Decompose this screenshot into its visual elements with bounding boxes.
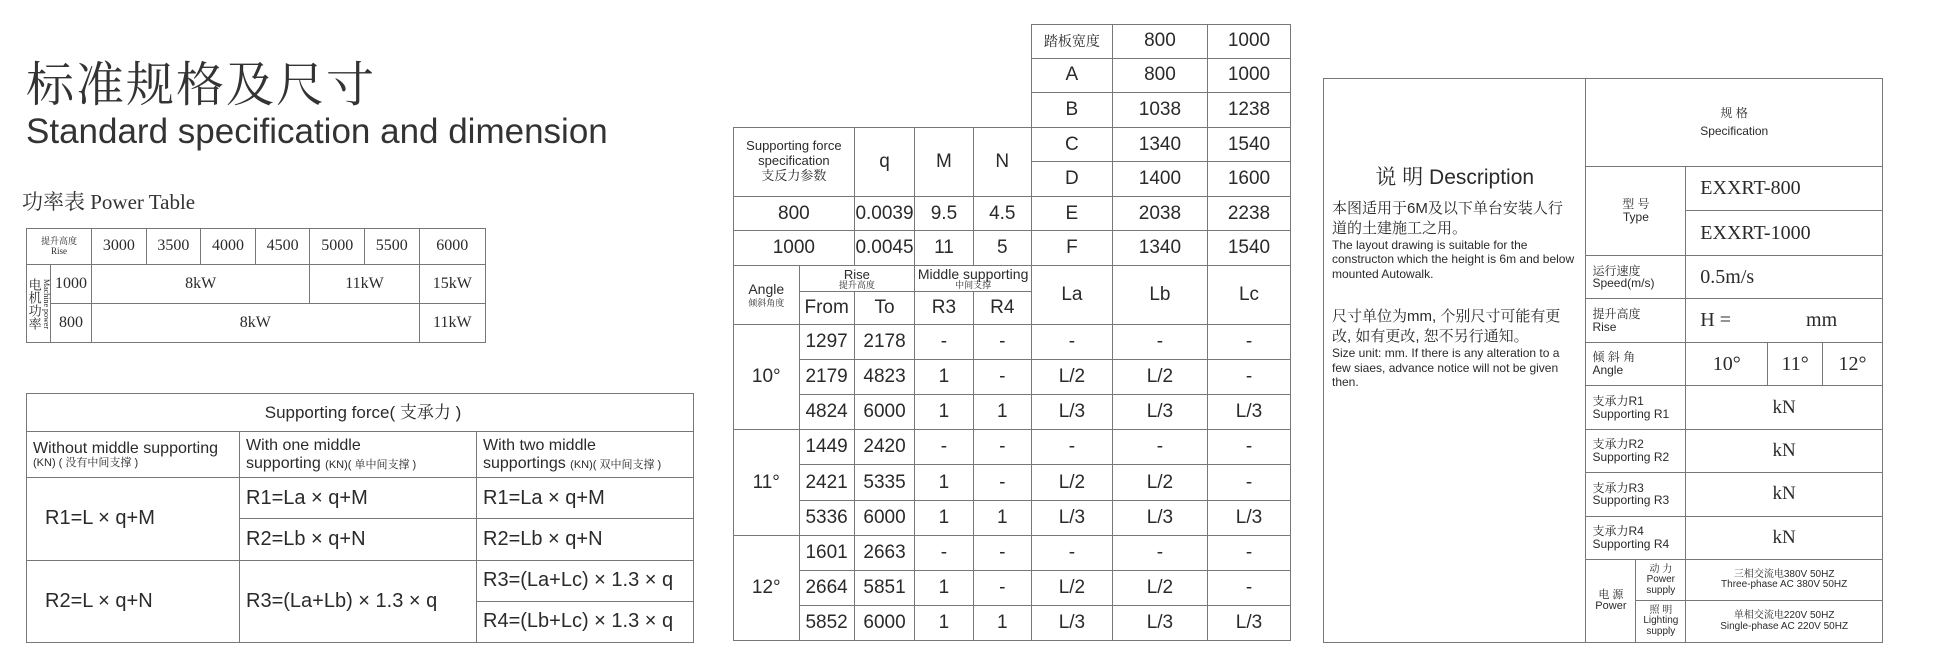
rise-label-en: Rise bbox=[51, 245, 68, 256]
n-header: N bbox=[973, 127, 1031, 196]
width-cell: 800 bbox=[51, 304, 92, 343]
power-value: 8kW bbox=[92, 304, 420, 343]
type-value: EXXRT-800 bbox=[1686, 166, 1883, 210]
lb-value: - bbox=[1112, 325, 1207, 360]
to-value: 4823 bbox=[854, 360, 915, 395]
angle-value: 10° bbox=[1686, 342, 1768, 385]
sf-m: 11 bbox=[915, 231, 973, 266]
power-value: 11kW bbox=[310, 265, 419, 304]
machine-power-label bbox=[27, 265, 51, 343]
la-value: L/2 bbox=[1031, 465, 1112, 500]
r4-value: 1 bbox=[973, 500, 1031, 535]
r3-value: - bbox=[915, 430, 973, 465]
middle-label: Middle supporting bbox=[917, 266, 1029, 283]
formula-two-r2: R2=Lb × q+N bbox=[477, 519, 694, 560]
dim-name: A bbox=[1031, 58, 1112, 93]
r1-label-en: Supporting R1 bbox=[1592, 406, 1670, 421]
lb-value: L/3 bbox=[1112, 500, 1207, 535]
la-value: L/2 bbox=[1031, 360, 1112, 395]
lb-value: L/3 bbox=[1112, 395, 1207, 430]
dim-value: 1340 bbox=[1112, 127, 1207, 162]
col3-label: With two middle bbox=[483, 437, 596, 455]
power-supply-value bbox=[1686, 560, 1883, 601]
supporting-r1-unit: kN bbox=[1686, 386, 1883, 429]
dim-name: B bbox=[1031, 93, 1112, 128]
dim-value: 1238 bbox=[1208, 93, 1291, 128]
rise-label: Rise bbox=[843, 266, 870, 282]
supporting-r2-label bbox=[1586, 429, 1686, 472]
lc-value: L/3 bbox=[1208, 605, 1291, 640]
lighting-value bbox=[1686, 601, 1883, 643]
machine-power-cn: 电机功率 bbox=[26, 277, 42, 330]
dim-value: 1400 bbox=[1112, 162, 1207, 197]
page-title-chinese: 标准规格及尺寸 bbox=[26, 57, 377, 113]
supporting-r4-unit: kN bbox=[1686, 516, 1883, 559]
dim-value: 2038 bbox=[1112, 196, 1207, 231]
spec-header bbox=[1586, 79, 1883, 167]
lb-value: - bbox=[1112, 430, 1207, 465]
angle-label bbox=[1586, 342, 1686, 385]
la-value: L/3 bbox=[1031, 395, 1112, 430]
la-value: L/3 bbox=[1031, 605, 1112, 640]
power-source-cn: 电 源 bbox=[1598, 588, 1624, 601]
angle-value: 11° bbox=[1768, 342, 1823, 385]
col1-sub: (KN) ( 没有中间支撑 ) bbox=[33, 457, 139, 470]
description-en-2: Size unit: mm. If there is any alteration to a few siaes, advance notice will not be given then. bbox=[1332, 346, 1560, 389]
sf-param-cn: 支反力参数 bbox=[761, 168, 827, 184]
lighting-value-cn: 单相交流电220V 50HZ bbox=[1733, 610, 1835, 622]
description-cn-2: 尺寸单位为mm, 个别尺寸可能有更改, 如有更改, 恕不另行通知。 bbox=[1332, 308, 1561, 345]
lc-value: - bbox=[1208, 535, 1291, 570]
dimension-table bbox=[733, 24, 1291, 641]
from-value: 4824 bbox=[799, 395, 854, 430]
power-value: 8kW bbox=[92, 265, 310, 304]
sf-width: 800 bbox=[734, 196, 855, 231]
sf-param-en1: Supporting force bbox=[746, 138, 842, 154]
power-value: 15kW bbox=[419, 265, 485, 304]
col1-label: Without middle supporting bbox=[33, 439, 218, 457]
lb-value: L/2 bbox=[1112, 465, 1207, 500]
rise-unit: mm bbox=[1806, 309, 1838, 332]
sf-n: 5 bbox=[973, 231, 1031, 266]
r4-label-en: Supporting R4 bbox=[1592, 536, 1670, 551]
col3-label-b: supportings bbox=[483, 454, 566, 472]
speed-label-cn: 运行速度 bbox=[1592, 263, 1641, 278]
col2-label: With one middle bbox=[246, 437, 361, 455]
speed-label bbox=[1586, 255, 1686, 298]
angle-label-en: Angle bbox=[1592, 363, 1624, 378]
sf-n: 4.5 bbox=[973, 196, 1031, 231]
lc-value: - bbox=[1208, 325, 1291, 360]
width-header: 1000 bbox=[1208, 25, 1291, 59]
from-value: 5852 bbox=[799, 605, 854, 640]
lb-header: Lb bbox=[1112, 266, 1207, 325]
col3-sub: (KN)( 双中间支撑 ) bbox=[570, 458, 662, 471]
spec-label-en: Specification bbox=[1700, 124, 1769, 139]
angle-value: 10° bbox=[734, 325, 800, 430]
r2-label-en: Supporting R2 bbox=[1592, 449, 1670, 464]
lc-header: Lc bbox=[1208, 266, 1291, 325]
lighting-value-en: Single-phase AC 220V 50HZ bbox=[1720, 620, 1849, 632]
middle-label-cn: 中间支撑 bbox=[955, 280, 992, 291]
from-value: 2421 bbox=[799, 465, 854, 500]
rise-value: 3000 bbox=[92, 229, 147, 265]
formula-r2: R2=L × q+N bbox=[27, 560, 240, 642]
lb-value: - bbox=[1112, 535, 1207, 570]
m-header: M bbox=[915, 127, 973, 196]
r4-value: - bbox=[973, 570, 1031, 605]
to-value: 2178 bbox=[854, 325, 915, 360]
la-value: L/2 bbox=[1031, 570, 1112, 605]
sf-m: 9.5 bbox=[915, 196, 973, 231]
rise-value: 3500 bbox=[146, 229, 201, 265]
r3-value: 1 bbox=[915, 395, 973, 430]
r1-label-cn: 支承力R1 bbox=[1592, 393, 1644, 408]
to-value: 2663 bbox=[854, 535, 915, 570]
lighting-label bbox=[1636, 601, 1686, 643]
middle-supporting-header bbox=[915, 266, 1032, 292]
r3-value: 1 bbox=[915, 465, 973, 500]
r3-value: 1 bbox=[915, 570, 973, 605]
power-value: 11kW bbox=[419, 304, 485, 343]
r3-value: - bbox=[915, 535, 973, 570]
lc-value: - bbox=[1208, 570, 1291, 605]
sf-param-label bbox=[734, 127, 855, 196]
r3-header: R3 bbox=[915, 292, 973, 325]
lb-value: L/2 bbox=[1112, 360, 1207, 395]
power-source-label bbox=[1586, 560, 1636, 643]
rise-header bbox=[799, 266, 915, 292]
r3-label-cn: 支承力R3 bbox=[1592, 480, 1644, 495]
formula-one-r1: R1=La × q+M bbox=[240, 478, 477, 519]
lc-value: - bbox=[1208, 360, 1291, 395]
dim-value: 1600 bbox=[1208, 162, 1291, 197]
tread-width-label: 踏板宽度 bbox=[1031, 25, 1112, 59]
supporting-r1-label bbox=[1586, 386, 1686, 429]
rise-label-cn: 提升高度 bbox=[41, 236, 78, 247]
power-table bbox=[26, 228, 486, 343]
rise-label bbox=[1586, 299, 1686, 342]
from-header: From bbox=[799, 292, 854, 325]
from-value: 2664 bbox=[799, 570, 854, 605]
dim-value: 1000 bbox=[1208, 58, 1291, 93]
formula-one-r3: R3=(La+Lb) × 1.3 × q bbox=[240, 560, 477, 642]
col2-sub: (KN)( 单中间支撑 ) bbox=[325, 458, 417, 471]
dim-value: 800 bbox=[1112, 58, 1207, 93]
width-cell: 1000 bbox=[51, 265, 92, 304]
power-table-heading: 功率表 Power Table bbox=[22, 190, 196, 214]
la-value: L/3 bbox=[1031, 500, 1112, 535]
power-supply-value-cn: 三相交流电380V 50HZ bbox=[1733, 568, 1835, 580]
r2-label-cn: 支承力R2 bbox=[1592, 437, 1644, 452]
r3-value: 1 bbox=[915, 500, 973, 535]
angle-label: Angle bbox=[748, 281, 785, 298]
to-value: 6000 bbox=[854, 395, 915, 430]
q-header: q bbox=[854, 127, 915, 196]
lc-value: L/3 bbox=[1208, 395, 1291, 430]
dim-value: 1540 bbox=[1208, 127, 1291, 162]
lighting-en: Lighting supply bbox=[1643, 615, 1679, 637]
angle-value: 12° bbox=[734, 535, 800, 640]
dim-name: D bbox=[1031, 162, 1112, 197]
r3-value: 1 bbox=[915, 605, 973, 640]
type-label bbox=[1586, 166, 1686, 255]
la-value: - bbox=[1031, 430, 1112, 465]
angle-label-cn: 倾 斜 角 bbox=[1592, 350, 1636, 365]
r4-header: R4 bbox=[973, 292, 1031, 325]
to-value: 2420 bbox=[854, 430, 915, 465]
formula-r1: R1=L × q+M bbox=[27, 478, 240, 560]
r4-value: - bbox=[973, 535, 1031, 570]
from-value: 1601 bbox=[799, 535, 854, 570]
dim-value: 1038 bbox=[1112, 93, 1207, 128]
sf-q: 0.0039 bbox=[854, 196, 915, 231]
angle-value: 12° bbox=[1823, 342, 1883, 385]
lighting-cn: 照 明 bbox=[1649, 604, 1673, 616]
supporting-force-table bbox=[26, 393, 694, 643]
angle-header bbox=[734, 266, 800, 325]
from-value: 2179 bbox=[799, 360, 854, 395]
rise-value: 6000 bbox=[419, 229, 485, 265]
dim-name: E bbox=[1031, 196, 1112, 231]
power-supply-value-en: Three-phase AC 380V 50HZ bbox=[1721, 579, 1848, 591]
r3-label-en: Supporting R3 bbox=[1592, 493, 1670, 508]
dim-value: 1340 bbox=[1112, 231, 1207, 266]
sf-q: 0.0045 bbox=[854, 231, 915, 266]
power-supply-label bbox=[1636, 560, 1686, 601]
sf-width: 1000 bbox=[734, 231, 855, 266]
power-source-en: Power bbox=[1595, 600, 1627, 613]
r4-value: - bbox=[973, 325, 1031, 360]
formula-two-r1: R1=La × q+M bbox=[477, 478, 694, 519]
col-without-middle bbox=[27, 432, 240, 478]
from-value: 5336 bbox=[799, 500, 854, 535]
description-cn-1: 本图适用于6M及以下单台安装人行道的土建施工之用。 bbox=[1332, 200, 1563, 237]
la-value: - bbox=[1031, 325, 1112, 360]
rise-label-en: Rise bbox=[1592, 319, 1617, 334]
supporting-r3-unit: kN bbox=[1686, 473, 1883, 516]
type-value: EXXRT-1000 bbox=[1686, 211, 1883, 255]
power-supply-cn: 动 力 bbox=[1649, 563, 1673, 575]
r3-value: - bbox=[915, 325, 973, 360]
col-one-middle bbox=[240, 432, 477, 478]
power-supply-en: Power supply bbox=[1646, 574, 1676, 596]
r4-value: - bbox=[973, 465, 1031, 500]
from-value: 1449 bbox=[799, 430, 854, 465]
rise-label-cn: 提升高度 bbox=[838, 279, 875, 290]
description-title: 说 明 Description bbox=[1375, 166, 1535, 189]
width-header: 800 bbox=[1112, 25, 1207, 59]
rise-value: 4500 bbox=[255, 229, 310, 265]
supporting-r2-unit: kN bbox=[1686, 429, 1883, 472]
to-value: 5851 bbox=[854, 570, 915, 605]
to-value: 6000 bbox=[854, 500, 915, 535]
rise-label-cn: 提升高度 bbox=[1592, 307, 1641, 321]
lc-value: - bbox=[1208, 465, 1291, 500]
from-value: 1297 bbox=[799, 325, 854, 360]
la-header: La bbox=[1031, 266, 1112, 325]
r4-value: - bbox=[973, 360, 1031, 395]
rise-value: 4000 bbox=[201, 229, 256, 265]
page-title-english: Standard specification and dimension bbox=[26, 112, 608, 151]
dim-value: 2238 bbox=[1208, 196, 1291, 231]
supporting-r3-label bbox=[1586, 473, 1686, 516]
spec-label-cn: 规 格 bbox=[1720, 106, 1748, 121]
r4-label-cn: 支承力R4 bbox=[1592, 524, 1644, 539]
machine-power-en: Machine power bbox=[42, 278, 52, 329]
description-en-1: The layout drawing is suitable for the constructon which the height is 6m and below mounted Autowalk. bbox=[1332, 238, 1575, 281]
specification-table bbox=[1323, 78, 1883, 643]
speed-label-en: Speed(m/s) bbox=[1592, 276, 1655, 291]
lc-value: L/3 bbox=[1208, 500, 1291, 535]
formula-two-r3: R3=(La+Lc) × 1.3 × q bbox=[477, 560, 694, 601]
type-label-cn: 型 号 bbox=[1622, 197, 1650, 212]
dim-value: 1540 bbox=[1208, 231, 1291, 266]
formula-two-r4: R4=(Lb+Lc) × 1.3 × q bbox=[477, 601, 694, 642]
supporting-r4-label bbox=[1586, 516, 1686, 559]
lb-value: L/2 bbox=[1112, 570, 1207, 605]
r4-value: - bbox=[973, 430, 1031, 465]
lc-value: - bbox=[1208, 430, 1291, 465]
dim-name: C bbox=[1031, 127, 1112, 162]
r4-value: 1 bbox=[973, 395, 1031, 430]
description-panel bbox=[1324, 79, 1586, 643]
rise-h: H = bbox=[1700, 309, 1732, 332]
speed-value: 0.5m/s bbox=[1686, 255, 1883, 298]
angle-label-cn: 倾斜角度 bbox=[748, 298, 785, 309]
dim-name: F bbox=[1031, 231, 1112, 266]
la-value: - bbox=[1031, 535, 1112, 570]
to-value: 6000 bbox=[854, 605, 915, 640]
rise-header-cell bbox=[27, 229, 92, 265]
rise-value bbox=[1686, 299, 1883, 342]
sf-param-en2: specification bbox=[758, 153, 830, 169]
formula-one-r2: R2=Lb × q+N bbox=[240, 519, 477, 560]
to-value: 5335 bbox=[854, 465, 915, 500]
r3-value: 1 bbox=[915, 360, 973, 395]
supporting-force-title: Supporting force( 支承力 ) bbox=[27, 394, 694, 432]
angle-value: 11° bbox=[734, 430, 800, 535]
type-label-en: Type bbox=[1622, 209, 1649, 224]
rise-value: 5500 bbox=[365, 229, 420, 265]
to-header: To bbox=[854, 292, 915, 325]
rise-value: 5000 bbox=[310, 229, 365, 265]
lb-value: L/3 bbox=[1112, 605, 1207, 640]
col-two-middle bbox=[477, 432, 694, 478]
r4-value: 1 bbox=[973, 605, 1031, 640]
col2-label-b: supporting bbox=[246, 454, 321, 472]
